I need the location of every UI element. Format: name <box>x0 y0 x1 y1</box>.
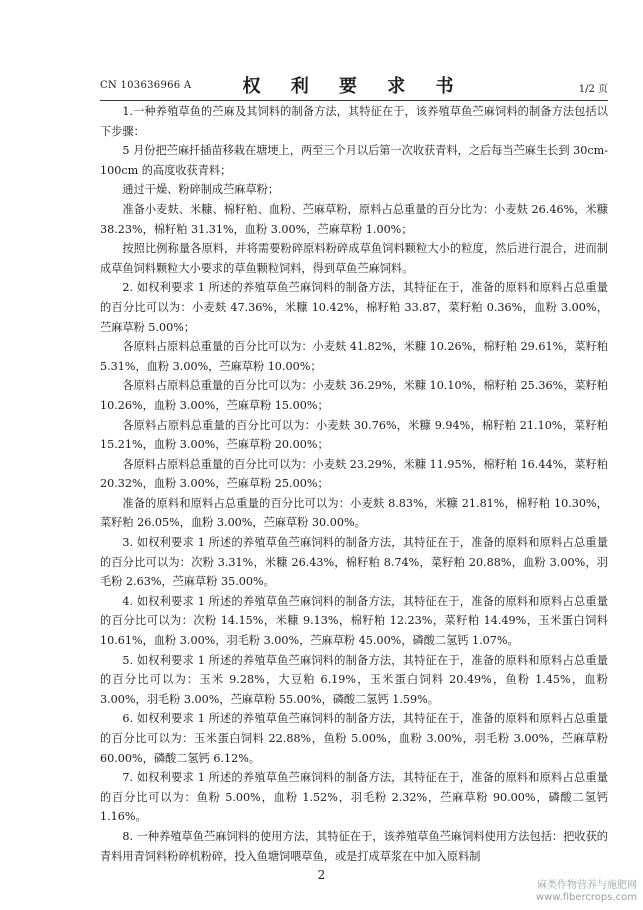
claim-2-variant-b: 各原料占原料总重量的百分比可以为：小麦麸 36.29%，米糠 10.10%，棉籽粕 25.36%，菜籽粕 10.26%，血粉 3.00%，苎麻草粉 15.00%； <box>100 379 608 412</box>
claim-7: 7. 如权利要求 1 所述的养殖草鱼苎麻饲料的制备方法，其特征在于，准备的原料和原料占总重量的百分比可以为：鱼粉 5.00%，血粉 1.52%，羽毛粉 2.32%，苎麻草粉 90.00%，磷酸二氢钙 1.16%。 <box>100 771 608 824</box>
claims-body <box>100 102 608 866</box>
patent-number: CN 103636966 A <box>100 80 192 91</box>
claim-1-intro: 1.一种养殖草鱼的苎麻及其饲料的制备方法，其特征在于，该养殖草鱼苎麻饲料的制备方法包括以下步骤： <box>100 105 608 138</box>
watermark-url: www.fibercrops.com <box>535 892 637 903</box>
page-header <box>100 66 608 98</box>
claim-2-variant-d: 各原料占原料总重量的百分比可以为：小麦麸 23.29%，米糠 11.95%，棉籽粕 16.44%，菜籽粕 20.32%，血粉 3.00%，苎麻草粉 25.00%； <box>100 457 608 491</box>
watermark-site-name: 麻类作物营养与施肥网 <box>537 880 637 891</box>
claim-2: 2. 如权利要求 1 所述的养殖草鱼苎麻饲料的制备方法，其特征在于，准备的原料和原料占总重量的百分比可以为：小麦麸 47.36%，米糠 10.42%，棉籽粕 33.87，菜籽粕 0.36%，血粉 3.00%，苎麻草粉 5.00%； <box>100 281 608 334</box>
claim-4: 4. 如权利要求 1 所述的养殖草鱼苎麻饲料的制备方法，其特征在于，准备的原料和原料占总重量的百分比可以为：次粉 14.15%，米糠 9.13%，棉籽粕 12.23%，菜籽粕 14.49%，玉米蛋白饲料 10.61%，血粉 3.00%，羽毛粉 3.00%，苎麻草粉 45.00%，磷酸二氢钙 1.07%。 <box>100 594 608 648</box>
claim-2-variant-e: 准备的原料和原料占总重量的百分比可以为：小麦麸 8.83%，米糠 21.81%，棉籽粕 10.30%，菜籽粕 26.05%，血粉 3.00%，苎麻草粉 30.00%。 <box>100 496 608 530</box>
claim-2-variant-c: 各原料占原料总重量的百分比可以为：小麦麸 30.76%，米糠 9.94%，棉籽粕 21.10%，菜籽粕 15.21%，血粉 3.00%，苎麻草粉 20.00%； <box>100 418 608 452</box>
claim-1-step-drying: 通过干燥、粉碎制成苎麻草粉； <box>122 183 280 197</box>
page-indicator: 1/2 页 <box>578 84 608 95</box>
claim-3: 3. 如权利要求 1 所述的养殖草鱼苎麻饲料的制备方法，其特征在于，准备的原料和原料占总重量的百分比可以为：次粉 3.31%，米糠 26.43%，棉籽粕 8.74%，菜籽粕 20.88%，血粉 3.00%，羽毛粉 2.63%，苎麻草粉 35.00%。 <box>100 536 608 589</box>
header-divider <box>100 100 608 101</box>
page-number: 2 <box>317 868 326 882</box>
claim-1-step-planting: 5 月份把苎麻扦插苗移栽在塘埂上，两至三个月以后第一次收获青料，之后每当苎麻生长到 30cm-100cm 的高度收获青料； <box>100 144 608 177</box>
site-watermark <box>536 880 637 904</box>
claim-1-step-ingredients: 准备小麦麸、米糠、棉籽粕、血粉、苎麻草粉，原料占总重量的百分比为：小麦麸 26.46%，米糠 38.23%，棉籽粕 31.31%，血粉 3.00%，苎麻草粉 1.00%； <box>100 202 608 236</box>
claim-8: 8. 一种养殖草鱼苎麻饲料的使用方法，其特征在于，该养殖草鱼苎麻饲料使用方法包括：把收获的青料用青饲料粉碎机粉碎，投入鱼塘饲喂草鱼，或是打成草浆在中加入原料制 <box>100 829 608 863</box>
claim-5: 5. 如权利要求 1 所述的养殖草鱼苎麻饲料的制备方法，其特征在于，准备的原料和原料占总重量的百分比可以为：玉米 9.28%，大豆粕 6.19%，玉米蛋白饲料 20.49%，鱼粉 1.45%，血粉 3.00%，羽毛粉 3.00%，苎麻草粉 55.00%，磷酸二氢钙 1.59%。 <box>100 653 608 706</box>
claim-2-variant-a: 各原料占原料总重量的百分比可以为：小麦麸 41.82%，米糠 10.26%，棉籽粕 29.61%，菜籽粕 5.31%，血粉 3.00%，苎麻草粉 10.00%； <box>100 340 608 373</box>
document-title: 权 利 要 求 书 <box>242 76 466 97</box>
claim-6: 6. 如权利要求 1 所述的养殖草鱼苎麻饲料的制备方法，其特征在于，准备的原料和原料占总重量的百分比可以为：玉米蛋白饲料 22.88%，鱼粉 5.00%，血粉 3.00%，羽毛粉 3.00%，苎麻草粉 60.00%，磷酸二氢钙 6.12%。 <box>100 712 608 765</box>
claim-1-step-mixing: 按照比例称量各原料，并将需要粉碎原料粉碎成草鱼饲料颗粒大小的粒度，然后进行混合，进而制成草鱼饲料颗粒大小要求的草鱼颗粒饲料，得到草鱼苎麻饲料。 <box>100 242 608 275</box>
